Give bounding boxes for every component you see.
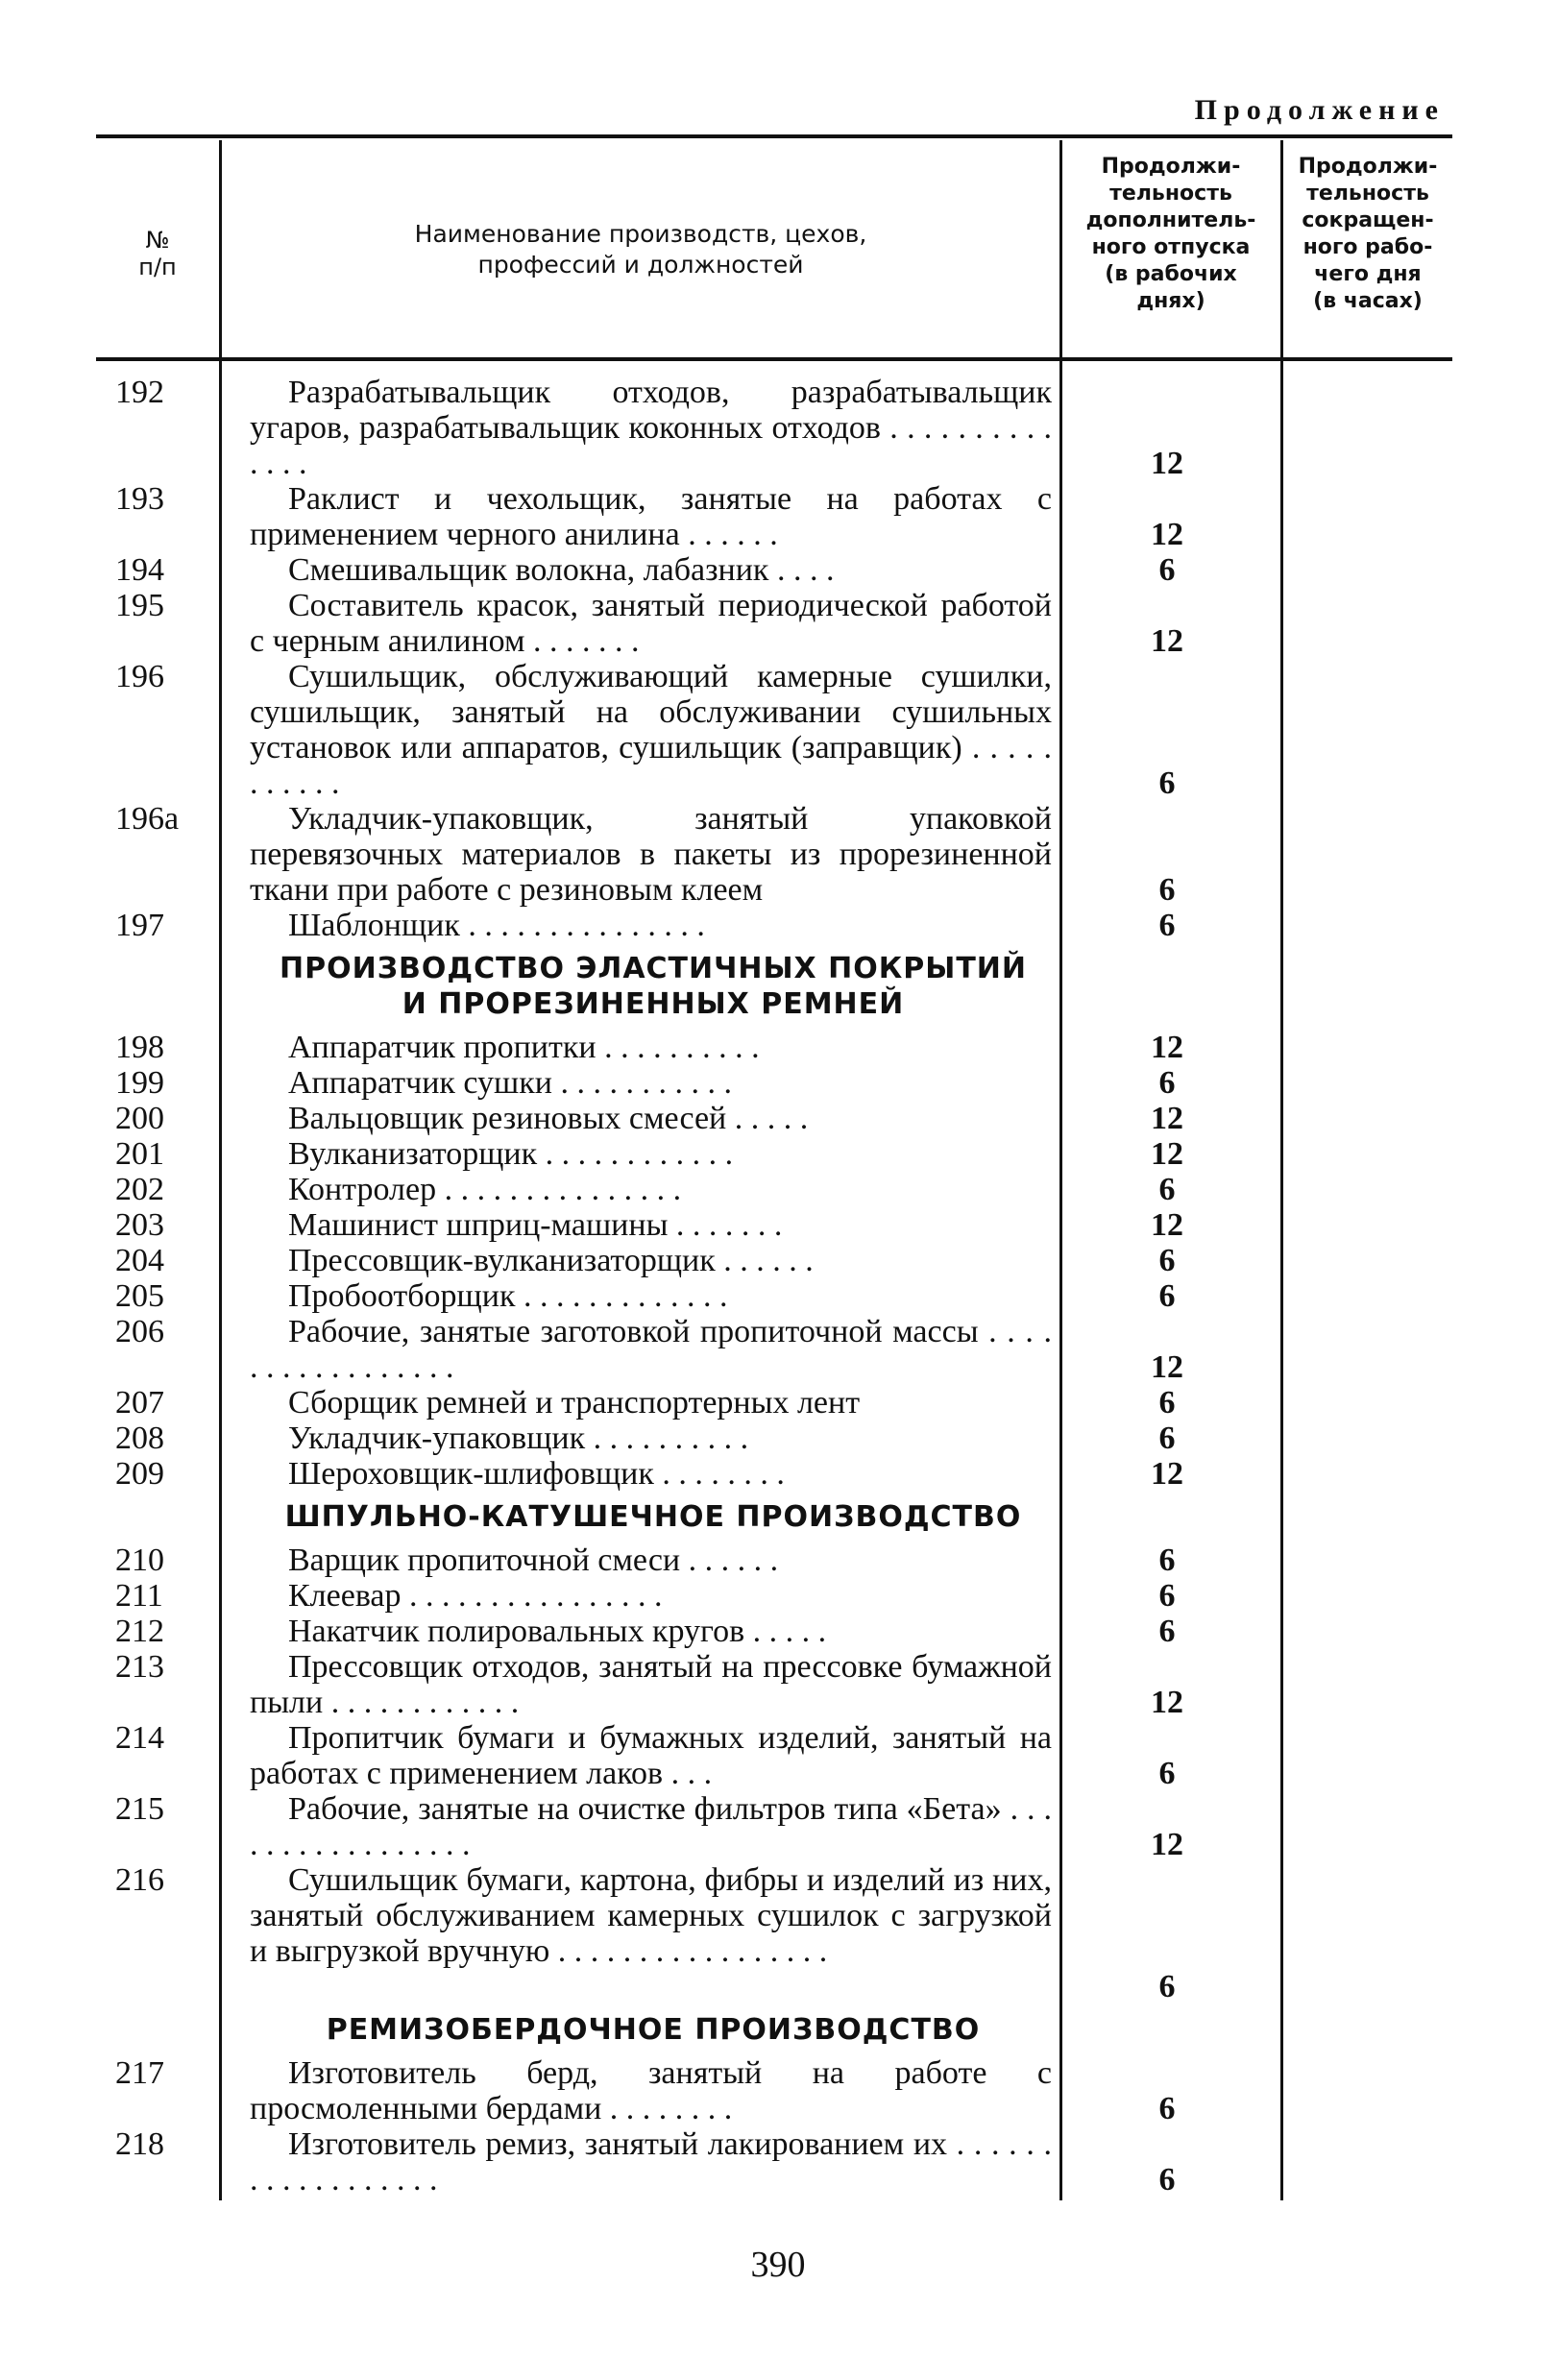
row-title: Сушильщик, обслуживающий камерные сушилки, сушильщик, занятый на обслуживании сушильных установок или аппаратов, сушильщик (заправщик) . . . . . . . . . . . [250,659,1052,801]
table-row [0,588,1558,659]
table-row [0,1065,1558,1101]
table-row [0,1314,1558,1385]
table-row [0,2126,1558,2198]
continued-label: Продолжение [1194,94,1445,126]
row-extra-leave-days: 12 [1151,517,1183,552]
table-row [0,552,1558,588]
row-extra-leave-days: 12 [1151,1827,1183,1862]
row-number: 218 [115,2126,164,2162]
row-number: 193 [115,481,164,517]
row-extra-leave-days: 6 [1158,2162,1176,2198]
row-title: Разрабатывальщик отходов, разрабатывальщик угаров, разрабатывальщик коконных отходов . . . . . . . . . . . . . . [250,375,1052,481]
table-row [0,1720,1558,1791]
row-title: Контролер . . . . . . . . . . . . . . . [288,1172,682,1207]
header-extra-leave: Продолжи- тельность дополнитель- ного отпуска (в рабочих днях) [1085,155,1256,313]
row-number: 212 [115,1614,164,1649]
row-number: 205 [115,1278,164,1314]
table-row [0,1614,1558,1649]
row-number: 196а [115,801,180,837]
table-row [0,1542,1558,1578]
table-row [0,1385,1558,1421]
row-number: 200 [115,1101,164,1136]
row-number: 197 [115,908,164,943]
table-top-rule [96,134,1452,138]
table-row [0,801,1558,908]
row-number: 198 [115,1030,164,1065]
row-number: 192 [115,375,164,410]
row-extra-leave-days: 6 [1158,2091,1176,2126]
row-extra-leave-days: 12 [1151,1685,1183,1720]
row-number: 194 [115,552,164,588]
row-extra-leave-days: 12 [1151,1456,1183,1492]
table-row [0,1243,1558,1278]
row-extra-leave-days: 6 [1158,1756,1176,1791]
row-title: Вальцовщик резиновых смесей . . . . . [288,1101,809,1136]
row-extra-leave-days: 6 [1158,1172,1176,1207]
row-extra-leave-days: 6 [1158,1385,1176,1421]
row-number: 203 [115,1207,164,1243]
row-extra-leave-days: 6 [1158,1065,1176,1101]
table-row [0,1578,1558,1614]
row-extra-leave-days: 6 [1158,1614,1176,1649]
row-title: Сборщик ремней и транспортерных лент [288,1385,861,1421]
row-title: Изготовитель ремиз, занятый лакированием их . . . . . . . . . . . . . . . . . . [250,2126,1052,2198]
table-row [0,1862,1558,2004]
row-title: Пропитчик бумаги и бумажных изделий, занятый на работах с применением лаков . . . [250,1720,1052,1791]
row-title: Укладчик-упаковщик . . . . . . . . . . [288,1421,749,1456]
table-row [0,2055,1558,2126]
row-number: 196 [115,659,164,694]
row-extra-leave-days: 12 [1151,1101,1183,1136]
row-number: 208 [115,1421,164,1456]
row-title: Сушильщик бумаги, картона, фибры и изделий из них, занятый обслуживанием камерных сушилок с загрузкой и выгрузкой вручную . . . . . . . . . . . . . . . . . [250,1862,1052,1969]
table-row [0,908,1558,943]
row-number: 209 [115,1456,164,1492]
table-row [0,1101,1558,1136]
header-number: № п/п [138,227,177,280]
row-extra-leave-days: 12 [1151,1207,1183,1243]
table-row [0,1421,1558,1456]
row-number: 214 [115,1720,164,1756]
row-title: Аппаратчик пропитки . . . . . . . . . . [288,1030,760,1065]
row-extra-leave-days: 6 [1158,765,1176,801]
table-row [0,1207,1558,1243]
row-extra-leave-days: 12 [1151,1349,1183,1385]
row-extra-leave-days: 6 [1158,908,1176,943]
row-extra-leave-days: 6 [1158,1278,1176,1314]
row-extra-leave-days: 12 [1151,446,1183,481]
row-extra-leave-days: 6 [1158,1578,1176,1614]
row-number: 217 [115,2055,164,2091]
row-extra-leave-days: 6 [1158,552,1176,588]
row-number: 201 [115,1136,164,1172]
row-title: Раклист и чехольщик, занятые на работах с применением черного анилина . . . . . . [250,481,1052,552]
row-title: Пробоотборщик . . . . . . . . . . . . . [288,1278,728,1314]
table-row [0,1030,1558,1065]
row-number: 204 [115,1243,164,1278]
row-title: Составитель красок, занятый периодической работой с черным анилином . . . . . . . [250,588,1052,659]
row-number: 210 [115,1542,164,1578]
row-extra-leave-days: 6 [1158,1969,1176,2004]
row-title: Клеевар . . . . . . . . . . . . . . . . [288,1578,663,1614]
row-title: Смешивальщик волокна, лабазник . . . . [288,552,835,588]
row-title: Машинист шприц-машины . . . . . . . [288,1207,783,1243]
table-row [0,1172,1558,1207]
row-title: Шаблонщик . . . . . . . . . . . . . . . [288,908,705,943]
header-reduced-day: Продолжи- тельность сокращен- ного рабо- чего дня (в часах) [1298,155,1438,313]
row-number: 216 [115,1862,164,1898]
page-number: 390 [750,2245,806,2285]
table-row [0,375,1558,481]
row-number: 213 [115,1649,164,1685]
section-heading: ПРОИЗВОДСТВО ЭЛАСТИЧНЫХ ПОКРЫТИЙ И ПРОРЕЗИНЕННЫХ РЕМНЕЙ [279,952,1028,1021]
row-title: Накатчик полировальных кругов . . . . . [288,1614,827,1649]
section-heading: РЕМИЗОБЕРДОЧНОЕ ПРОИЗВОДСТВО [326,2013,981,2047]
row-number: 215 [115,1791,164,1827]
row-title: Прессовщик отходов, занятый на прессовке бумажной пыли . . . . . . . . . . . . [250,1649,1052,1720]
row-extra-leave-days: 12 [1151,623,1183,659]
table-row [0,1456,1558,1492]
row-title: Аппаратчик сушки . . . . . . . . . . . [288,1065,732,1101]
row-title: Варщик пропиточной смеси . . . . . . [288,1542,779,1578]
table-row [0,1136,1558,1172]
row-extra-leave-days: 6 [1158,872,1176,908]
table-row [0,1649,1558,1720]
row-extra-leave-days: 12 [1151,1136,1183,1172]
row-number: 195 [115,588,164,623]
table-row [0,1791,1558,1862]
row-number: 211 [115,1578,163,1614]
row-extra-leave-days: 12 [1151,1030,1183,1065]
row-number: 202 [115,1172,164,1207]
row-title: Изготовитель берд, занятый на работе с просмоленными бердами . . . . . . . . [250,2055,1052,2126]
row-title: Рабочие, занятые на очистке фильтров типа «Бета» . . . . . . . . . . . . . . . . . [250,1791,1052,1862]
row-extra-leave-days: 6 [1158,1421,1176,1456]
row-title: Рабочие, занятые заготовкой пропиточной массы . . . . . . . . . . . . . . . . . [250,1314,1052,1385]
header-name: Наименование производств, цехов, профессий и должностей [414,220,867,279]
row-title: Вулканизаторщик . . . . . . . . . . . . [288,1136,734,1172]
row-number: 199 [115,1065,164,1101]
row-extra-leave-days: 6 [1158,1243,1176,1278]
table-row [0,1278,1558,1314]
row-title: Укладчик-упаковщик, занятый упаковкой перевязочных материалов в пакеты из прорезиненной ткани при работе с резиновым клеем [250,801,1052,908]
row-title: Шероховщик-шлифовщик . . . . . . . . [288,1456,785,1492]
row-number: 207 [115,1385,164,1421]
row-number: 206 [115,1314,164,1349]
header-bottom-rule [96,357,1452,361]
table-row [0,481,1558,552]
table-row [0,659,1558,801]
section-heading: ШПУЛЬНО-КАТУШЕЧНОЕ ПРОИЗВОДСТВО [284,1500,1022,1534]
row-extra-leave-days: 6 [1158,1542,1176,1578]
row-title: Прессовщик-вулканизаторщик . . . . . . [288,1243,814,1278]
